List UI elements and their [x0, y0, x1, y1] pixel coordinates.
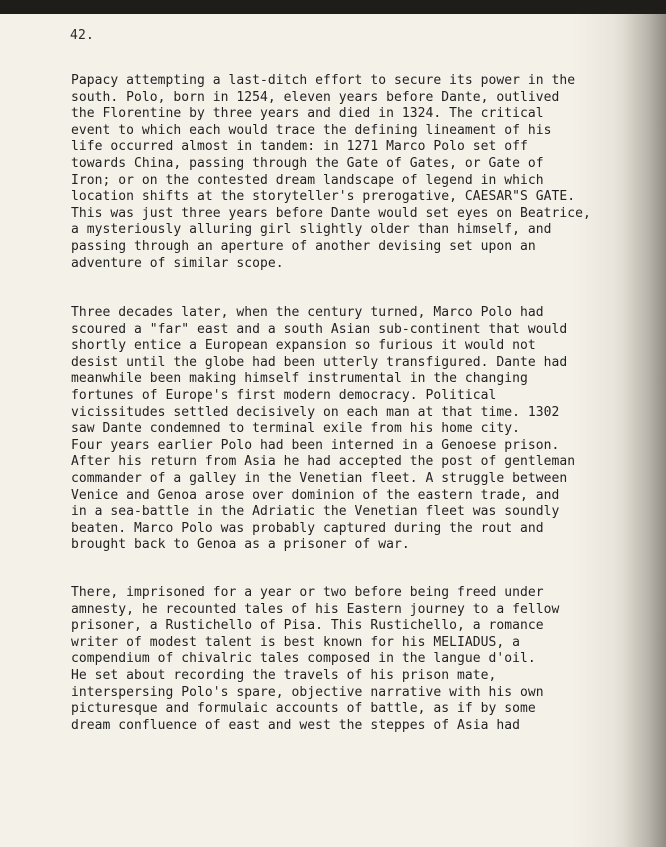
text-line: the Florentine by three years and died in 1324. The critical: [71, 106, 544, 122]
text-line: prisoner, a Rustichello of Pisa. This Rustichello, a romance: [71, 618, 544, 634]
text-line: This was just three years before Dante would set eyes on Beatrice,: [71, 205, 591, 221]
text-line: a mysteriously alluring girl slightly older than himself, and: [71, 222, 552, 238]
book-page: [0, 14, 666, 847]
text-line: Three decades later, when the century turned, Marco Polo had: [71, 305, 544, 320]
text-line: compendium of chivalric tales composed in the langue d'oil.: [71, 651, 536, 667]
text-line: towards China, passing through the Gate of Gates, or Gate of: [71, 155, 544, 171]
text-line: Papacy attempting a last-ditch effort to secure its power in the: [71, 73, 576, 88]
text-line: After his return from Asia he had accepted the post of gentleman: [71, 454, 576, 470]
text-line: south. Polo, born in 1254, eleven years before Dante, outlived: [71, 89, 560, 105]
paragraph-2: [71, 305, 631, 554]
text-line: Iron; or on the contested dream landscape of legend in which: [71, 172, 544, 188]
text-line: passing through an aperture of another devising set upon an: [71, 238, 536, 254]
text-line: amnesty, he recounted tales of his Eastern journey to a fellow: [71, 601, 560, 617]
text-line: dream confluence of east and west the steppes of Asia had: [71, 717, 520, 733]
text-line: writer of modest talent is best known for his MELIADUS, a: [71, 634, 520, 650]
text-line: scoured a "far" east and a south Asian sub-continent that would: [71, 321, 568, 337]
text-line: location shifts at the storyteller's prerogative, CAESAR"S GATE.: [71, 189, 576, 205]
text-line: event to which each would trace the defining lineament of his: [71, 122, 552, 138]
text-line: saw Dante condemned to terminal exile from his home city.: [71, 421, 520, 437]
page-number: 42.: [70, 28, 95, 43]
paragraph-3: [71, 585, 631, 734]
text-line: adventure of similar scope.: [71, 255, 284, 271]
text-line: beaten. Marco Polo was probably captured during the rout and: [71, 520, 544, 536]
text-line: He set about recording the travels of his prison mate,: [71, 667, 497, 683]
text-line: There, imprisoned for a year or two before being freed under: [71, 585, 544, 600]
text-line: Venice and Genoa arose over dominion of the eastern trade, and: [71, 487, 560, 503]
text-line: picturesque and formulaic accounts of battle, as if by some: [71, 701, 536, 717]
text-line: vicissitudes settled decisively on each man at that time. 1302: [71, 404, 560, 420]
text-line: commander of a galley in the Venetian fleet. A struggle between: [71, 470, 568, 486]
text-line: shortly entice a European expansion so furious it would not: [71, 338, 536, 354]
text-line: brought back to Genoa as a prisoner of war.: [71, 537, 410, 553]
text-line: in a sea-battle in the Adriatic the Venetian fleet was soundly: [71, 504, 560, 520]
text-line: meanwhile been making himself instrumental in the changing: [71, 371, 528, 387]
text-line: fortunes of Europe's first modern democracy. Political: [71, 387, 497, 403]
text-line: Four years earlier Polo had been interned in a Genoese prison.: [71, 437, 560, 453]
text-line: interspersing Polo's spare, objective narrative with his own: [71, 684, 544, 700]
text-line: life occurred almost in tandem: in 1271 Marco Polo set off: [71, 139, 528, 155]
paragraph-1: [71, 73, 631, 272]
text-line: desist until the globe had been utterly transfigured. Dante had: [71, 354, 568, 370]
